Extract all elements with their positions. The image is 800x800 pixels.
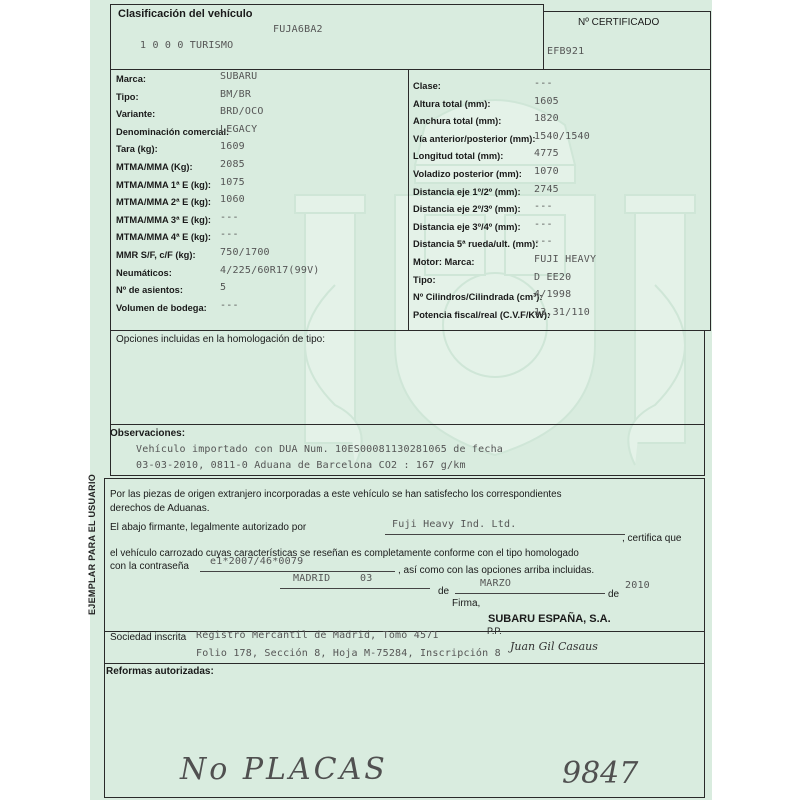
vehicle-field-label: MTMA/MMA 4ª E (kg): <box>116 232 212 243</box>
dimension-field-value: 2745 <box>534 183 559 195</box>
vehicle-field-label: Nº de asientos: <box>116 285 183 296</box>
sociedad-label: Sociedad inscrita <box>110 632 187 643</box>
dimension-field-value: 1605 <box>534 95 559 107</box>
firma-label: Firma, <box>452 598 481 609</box>
vehicle-field-label: MTMA/MMA (Kg): <box>116 162 193 172</box>
vehicle-field-label: MTMA/MMA 1ª E (kg): <box>116 179 212 190</box>
sociedad-line-1: Registro Mercantil de Madrid, Tomo 4571 <box>196 630 439 641</box>
pp-label: P.P. <box>487 626 502 636</box>
dimension-field-label: Motor: Marca: <box>413 257 475 267</box>
dimension-field-label: Tipo: <box>413 274 436 285</box>
vehicle-field-value: 750/1700 <box>220 247 270 258</box>
vehicle-field-label: Tipo: <box>116 91 139 102</box>
signature-place: MADRID <box>293 573 331 584</box>
certificate-label: Nº CERTIFICADO <box>578 17 660 28</box>
dimension-field-label: Clase: <box>413 81 441 91</box>
contrasena-prefix: con la contraseña <box>110 561 189 572</box>
observaciones-line-1: Vehículo importado con DUA Num. 10ES00081130281065 de fecha <box>136 444 504 455</box>
classification-code: FUJA6BA2 <box>273 24 323 35</box>
dimension-field-value: --- <box>534 201 553 213</box>
dimension-field-value: 1820 <box>534 113 559 125</box>
options-label: Opciones incluidas en la homologación de tipo: <box>116 334 326 345</box>
vehicle-field-label: MTMA/MMA 2ª E (kg): <box>116 197 212 208</box>
dimension-field-value: 4775 <box>534 148 559 160</box>
vehicle-field-label: Volumen de bodega: <box>116 302 207 313</box>
company-underline <box>385 534 625 535</box>
de-word-2: de <box>608 589 620 600</box>
dimension-field-value: --- <box>534 218 553 230</box>
vehicle-field-value: LEGACY <box>220 123 258 135</box>
dimension-field-value: 1540/1540 <box>534 130 590 142</box>
vehicle-field-label: Tara (kg): <box>116 144 158 155</box>
dimension-field-label: Altura total (mm): <box>413 98 491 109</box>
handwritten-signature: Juan Gil Casaus <box>510 640 598 653</box>
dimension-field-label: Nº Cilindros/Cilindrada (cm³): <box>413 292 543 303</box>
vehicle-field-value: --- <box>220 229 239 241</box>
classification-label: Clasificación del vehículo <box>118 8 253 20</box>
dimension-field-label: Anchura total (mm): <box>413 116 502 127</box>
dimension-field-label: Vía anterior/posterior (mm): <box>413 133 536 144</box>
dimension-field-value: 13,31/110 <box>534 306 590 318</box>
dimension-field-value: FUJI HEAVY <box>534 254 597 265</box>
authorizing-company: Fuji Heavy Ind. Ltd. <box>392 519 517 530</box>
dimension-field-label: Distancia eje 1º/2º (mm): <box>413 186 521 197</box>
vehicle-field-value: BRD/OCO <box>220 106 264 118</box>
vehicle-field-label: MMR S/F, c/F (kg): <box>116 250 196 260</box>
month-underline <box>455 593 605 594</box>
place-date-underline <box>280 588 430 589</box>
conformity-text: el vehículo carrozado cuyas características se reseñan es completamente conforme con el tipo homologado <box>110 548 579 559</box>
vehicle-data-divider <box>408 69 409 331</box>
vehicle-field-value: 1075 <box>220 176 245 188</box>
dimension-field-label: Voladizo posterior (mm): <box>413 169 522 179</box>
customs-text-line-1: Por las piezas de origen extranjero incorporadas a este vehículo se han satisfecho los correspondientes <box>110 489 562 500</box>
classification-value: 1 0 0 0 TURISMO <box>140 40 234 51</box>
handwritten-number: 9847 <box>562 756 639 791</box>
signer-text-prefix: El abajo firmante, legalmente autorizado por <box>110 522 307 533</box>
vehicle-field-value: --- <box>220 211 239 223</box>
vehicle-field-value: SUBARU <box>220 71 258 82</box>
vehicle-field-label: Neumáticos: <box>116 267 172 278</box>
vehicle-field-label: Marca: <box>116 74 146 84</box>
vehicle-field-value: 1609 <box>220 141 245 153</box>
vehicle-field-value: 4/225/60R17(99V) <box>220 264 320 276</box>
vehicle-field-value: BM/BR <box>220 88 252 100</box>
customs-text-line-2: derechos de Aduanas. <box>110 503 210 514</box>
dimension-field-label: Distancia eje 2º/3º (mm): <box>413 204 521 215</box>
reformas-label: Reformas autorizadas: <box>106 666 214 677</box>
code-underline <box>200 571 395 572</box>
dimension-field-value: --- <box>534 236 553 248</box>
vehicle-field-value: 2085 <box>220 159 245 170</box>
observaciones-line-2: 03-03-2010, 0811-0 Aduana de Barcelona CO2 : 167 g/km <box>136 460 466 471</box>
dimension-field-value: 4/1998 <box>534 289 572 301</box>
homologation-code: e1*2007/46*0079 <box>210 556 304 567</box>
vehicle-field-label: Variante: <box>116 109 156 120</box>
dimension-field-value: --- <box>534 78 553 89</box>
certificate-value: EFB921 <box>547 46 585 57</box>
handwritten-no-placas: No PLACAS <box>180 752 388 787</box>
signer-text-suffix: , certifica que <box>622 533 682 544</box>
signature-year: 2010 <box>625 580 650 591</box>
dimension-field-label: Longitud total (mm): <box>413 151 504 162</box>
dimension-field-value: D EE20 <box>534 271 572 283</box>
dimension-field-label: Distancia 5ª rueda/ult. (mm): <box>413 239 539 250</box>
vehicle-field-value: 1060 <box>220 194 245 206</box>
vehicle-field-value: 5 <box>220 282 227 294</box>
dimension-field-label: Distancia eje 3º/4º (mm): <box>413 221 521 232</box>
side-vertical-label: EJEMPLAR PARA EL USUARIO <box>87 473 97 615</box>
dimension-field-value: 1070 <box>534 166 559 177</box>
contrasena-suffix: , así como con las opciones arriba incluidas. <box>398 565 595 576</box>
signature-month: MARZO <box>480 578 512 589</box>
observaciones-label: Observaciones: <box>110 428 186 439</box>
signing-company: SUBARU ESPAÑA, S.A. <box>488 613 611 625</box>
de-word: de <box>438 586 450 597</box>
dimension-field-label: Potencia fiscal/real (C.V.F/KW): <box>413 309 551 320</box>
vehicle-field-value: --- <box>220 299 239 311</box>
vehicle-field-label: MTMA/MMA 3ª E (kg): <box>116 214 212 225</box>
sociedad-line-2: Folio 178, Sección 8, Hoja M-75284, Inscripción 8 <box>196 648 501 659</box>
vehicle-field-label: Denominación comercial: <box>116 126 230 137</box>
signature-day: 03 <box>360 573 373 584</box>
